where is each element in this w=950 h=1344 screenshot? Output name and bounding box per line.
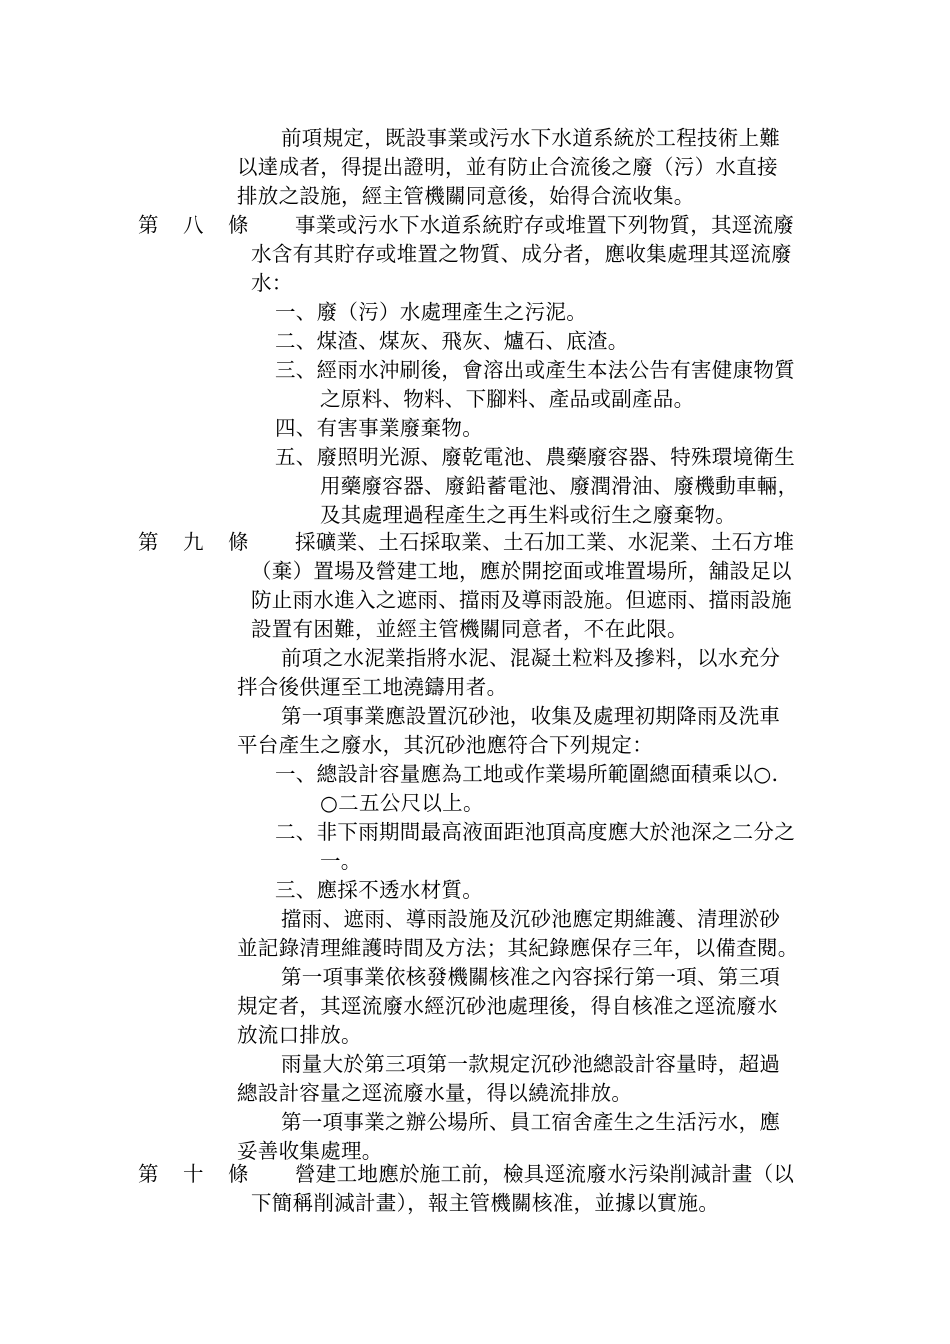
list-item: 二、煤渣、煤灰、飛灰、爐石、底渣。 bbox=[275, 329, 629, 353]
list-item: 一、總設計容量應為工地或作業場所範圍總面積乘以○． bbox=[275, 762, 793, 786]
text-line: 以達成者，得提出證明，並有防止合流後之廢（污）水直接 bbox=[237, 155, 778, 179]
text-line: 平台產生之廢水，其沉砂池應符合下列規定： bbox=[237, 733, 653, 757]
article-label-char: 第 bbox=[138, 213, 159, 237]
article-label-char: 八 bbox=[183, 213, 204, 237]
text-line: 總設計容量之逕流廢水量，得以繞流排放。 bbox=[237, 1081, 633, 1105]
list-item-continuation: 一。 bbox=[320, 849, 362, 873]
text-line: 水： bbox=[251, 271, 293, 295]
text-line: 妥善收集處理。 bbox=[237, 1139, 383, 1163]
list-item: 三、應採不透水材質。 bbox=[275, 878, 483, 902]
text-line: 第一項事業之辦公場所、員工宿舍產生之生活污水，應 bbox=[281, 1110, 781, 1134]
list-item-continuation: 用藥廢容器、廢鉛蓄電池、廢潤滑油、廢機動車輛， bbox=[320, 474, 799, 498]
text-line: 事業或污水下水道系統貯存或堆置下列物質，其逕流廢 bbox=[295, 213, 795, 237]
text-line: 前項規定，既設事業或污水下水道系統於工程技術上難 bbox=[281, 126, 781, 150]
list-item: 五、廢照明光源、廢乾電池、農藥廢容器、特殊環境衛生 bbox=[275, 445, 795, 469]
list-item: 四、有害事業廢棄物。 bbox=[275, 416, 483, 440]
text-line: 水含有其貯存或堆置之物質、成分者，應收集處理其逕流廢 bbox=[251, 242, 792, 266]
article-label-char: 第 bbox=[138, 530, 159, 554]
text-line: 營建工地應於施工前，檢具逕流廢水污染削減計畫（以 bbox=[295, 1162, 795, 1186]
text-line: 設置有困難，並經主管機關同意者，不在此限。 bbox=[251, 617, 688, 641]
text-line: 防止雨水進入之遮雨、擋雨及導雨設施。但遮雨、擋雨設施 bbox=[251, 588, 792, 612]
text-line: 採礦業、土石採取業、土石加工業、水泥業、土石方堆 bbox=[295, 530, 795, 554]
list-item: 三、經雨水沖刷後，會溶出或產生本法公告有害健康物質 bbox=[275, 358, 795, 382]
text-line: 並記錄清理維護時間及方法；其紀錄應保存三年，以備查閱。 bbox=[237, 936, 799, 960]
text-line: 放流口排放。 bbox=[237, 1023, 362, 1047]
list-item-continuation: ○二五公尺以上。 bbox=[320, 791, 484, 815]
article-label-char: 條 bbox=[228, 530, 249, 554]
article-label-char: 條 bbox=[228, 1162, 249, 1186]
text-line: （棄）置場及營建工地，應於開挖面或堆置場所，舖設足以 bbox=[251, 559, 792, 583]
list-item: 二、非下雨期間最高液面距池頂高度應大於池深之二分之 bbox=[275, 820, 795, 844]
article-label-char: 條 bbox=[228, 213, 249, 237]
article-9-label bbox=[138, 528, 273, 556]
text-line: 下簡稱削減計畫），報主管機關核准，並據以實施。 bbox=[251, 1191, 720, 1215]
text-line: 前項之水泥業指將水泥、混凝土粒料及摻料，以水充分 bbox=[281, 646, 781, 670]
text-line: 擋雨、遮雨、導雨設施及沉砂池應定期維護、清理淤砂 bbox=[281, 907, 781, 931]
article-label-char: 第 bbox=[138, 1162, 159, 1186]
article-8-label bbox=[138, 211, 273, 239]
text-line: 拌合後供運至工地澆鑄用者。 bbox=[237, 675, 508, 699]
article-label-char: 十 bbox=[183, 1162, 204, 1186]
text-line: 第一項事業應設置沉砂池，收集及處理初期降雨及洗車 bbox=[281, 704, 781, 728]
text-line: 雨量大於第三項第一款規定沉砂池總設計容量時，超過 bbox=[281, 1052, 781, 1076]
text-line: 第一項事業依核發機關核准之內容採行第一項、第三項 bbox=[281, 965, 781, 989]
list-item: 一、廢（污）水處理產生之污泥。 bbox=[275, 300, 587, 324]
text-line: 規定者，其逕流廢水經沉砂池處理後，得自核准之逕流廢水 bbox=[237, 994, 778, 1018]
list-item-continuation: 之原料、物料、下腳料、產品或副產品。 bbox=[320, 387, 695, 411]
list-item-continuation: 及其處理過程產生之再生料或衍生之廢棄物。 bbox=[320, 503, 736, 527]
article-label-char: 九 bbox=[183, 530, 204, 554]
text-line: 排放之設施，經主管機關同意後，始得合流收集。 bbox=[237, 184, 695, 208]
